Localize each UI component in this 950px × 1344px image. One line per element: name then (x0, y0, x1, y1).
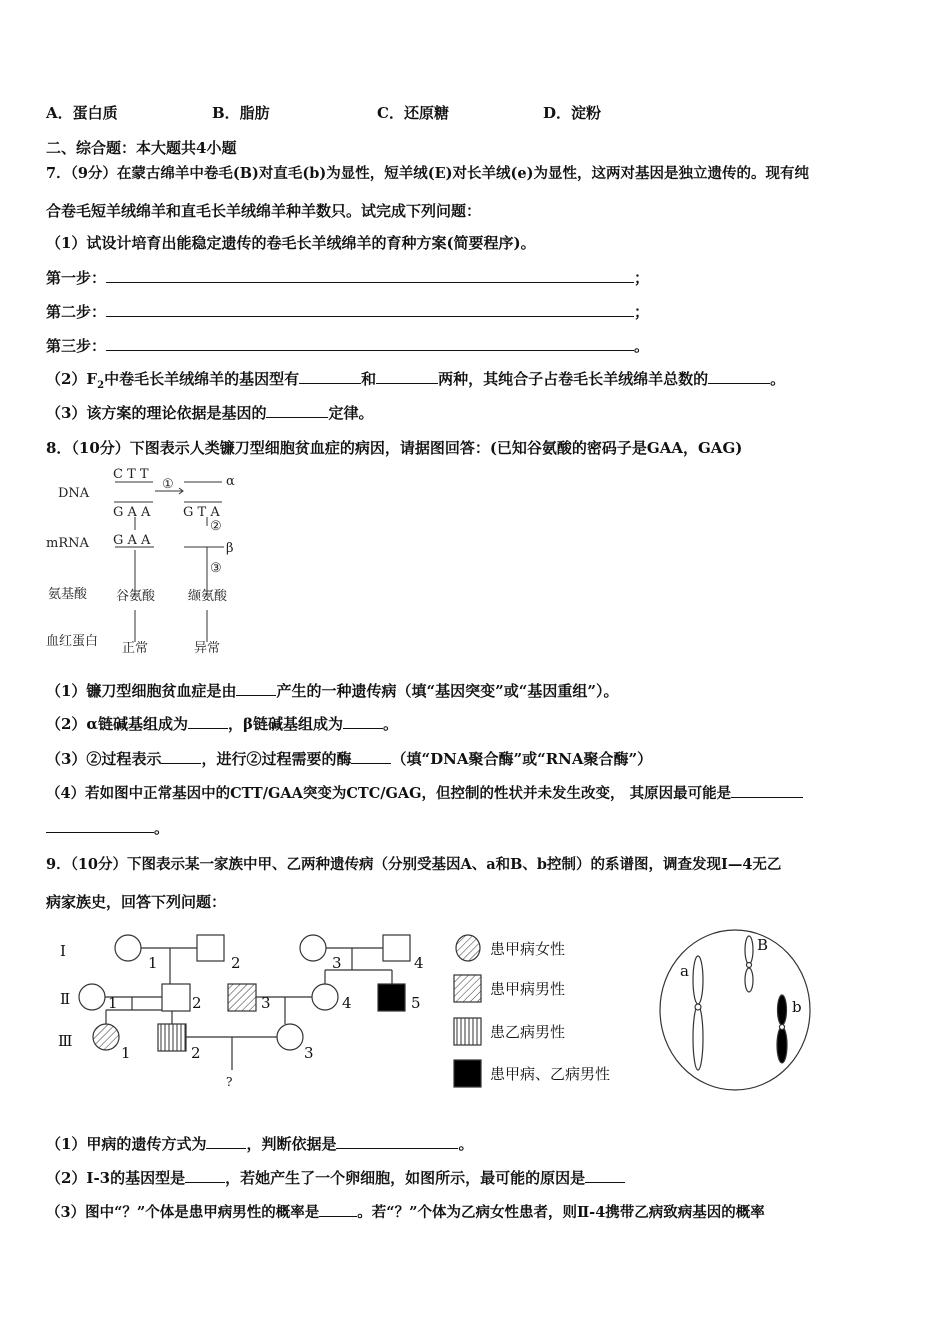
text: 。 (770, 370, 786, 388)
legend-3: 患甲病、乙病男性 (490, 1065, 611, 1083)
punct: ； (634, 303, 650, 321)
chrom-b: b (792, 998, 802, 1016)
text: （3）该方案的理论依据是基因的 (46, 404, 267, 422)
legend-0: 患甲病女性 (490, 940, 566, 958)
glutamate: 谷氨酸 (116, 589, 156, 604)
punct: 。 (634, 337, 650, 355)
beta-label: β (226, 541, 234, 556)
gen-1: Ⅰ (60, 942, 66, 960)
id: 1 (121, 1044, 131, 1062)
label-mrna: mRNA (46, 536, 89, 551)
text: ，判断依据是 (246, 1135, 337, 1153)
label-dna: DNA (58, 486, 90, 501)
text: ，若她产生了一个卵细胞，如图所示，最可能的原因是 (225, 1169, 586, 1187)
blank[interactable] (351, 748, 391, 764)
blank[interactable] (206, 1133, 246, 1149)
step1-mark: ① (162, 477, 174, 492)
q7-part3 (46, 402, 373, 423)
section-heading: 二、综合题：本大题共4小题 (46, 139, 237, 157)
blank[interactable] (161, 748, 201, 764)
text: （4）若如图中正常基因中的CTT/GAA突变为CTC/GAG，但控制的性状并未发生改变， 其原因最可能是 (46, 785, 732, 802)
gen-2: Ⅱ (60, 990, 71, 1008)
q7-stem-2: 合卷毛短羊绒绵羊和直毛长羊绒绵羊种羊数只。试完成下列问题： (46, 202, 482, 220)
step2-label: 第二步： (46, 303, 107, 321)
q7-stem-1: 7．（9分）在蒙古绵羊中卷毛(B)对直毛(b)为显性，短羊绒(E)对长羊绒(e)为显性，这两对基因是独立遗传的。现有纯 (46, 165, 809, 182)
q7-step2 (46, 301, 649, 322)
text: 。 (458, 1135, 474, 1153)
legend-1: 患甲病男性 (490, 980, 566, 998)
q9-part1 (46, 1133, 473, 1154)
text: （2）F (46, 370, 98, 388)
id: 2 (231, 954, 241, 972)
text: （1）甲病的遗传方式为 (46, 1135, 207, 1153)
step1-blank[interactable] (106, 267, 634, 283)
mrna-gaa: G A A (113, 533, 151, 548)
q8-part1 (46, 680, 618, 701)
option-a: A．蛋白质 (46, 104, 118, 122)
id: 3 (261, 994, 271, 1012)
option-c: C．还原糖 (377, 104, 449, 122)
q9-part3 (46, 1201, 765, 1222)
blank[interactable] (185, 1167, 225, 1183)
blank[interactable] (376, 368, 438, 384)
abnormal: 异常 (194, 641, 221, 656)
legend-2: 患乙病男性 (490, 1023, 566, 1041)
chrom-B: B (757, 936, 769, 954)
step3-mark: ③ (210, 561, 222, 576)
label-hemoglobin: 血红蛋白 (46, 634, 99, 649)
text: （3）图中“？”个体是患甲病男性的概率是 (46, 1204, 320, 1221)
alpha-label: α (226, 474, 235, 489)
text: 产生的一种遗传病（填“基因突变”或“基因重组”）。 (276, 682, 619, 700)
valine: 缬氨酸 (188, 589, 228, 604)
step1-label: 第一步： (46, 269, 107, 287)
id: 1 (148, 954, 158, 972)
unknown-child: ? (226, 1075, 233, 1089)
text: 和 (361, 370, 377, 388)
blank[interactable] (236, 680, 276, 696)
blank[interactable] (299, 368, 361, 384)
dna-gta: G T A (183, 505, 220, 520)
q9-stem-1: 9．（10分）下图表示某一家族中甲、乙两种遗传病（分别受基因A、a和B、b控制）的系谱图，调查发现Ⅰ—4无乙 (46, 856, 782, 873)
text: （填“DNA聚合酶”或“RNA聚合酶”） (391, 750, 653, 768)
blank[interactable] (188, 713, 228, 729)
text: 。 (154, 819, 170, 837)
text: ，β链碱基组成为 (227, 715, 343, 733)
subscript: 2 (97, 380, 105, 391)
blank[interactable] (585, 1167, 625, 1183)
id: 2 (192, 994, 202, 1012)
text: 两种，其纯合子占卷毛长羊绒绵羊总数的 (438, 370, 709, 388)
text: 中卷毛长羊绒绵羊的基因型有 (104, 370, 300, 388)
gen-3: Ⅲ (58, 1032, 73, 1050)
q7-step1 (46, 267, 649, 288)
step3-blank[interactable] (106, 335, 634, 351)
blank[interactable] (343, 713, 383, 729)
q9-part2 (46, 1167, 625, 1188)
text: （1）镰刀型细胞贫血症是由 (46, 682, 237, 700)
blank[interactable] (46, 817, 154, 833)
step2-blank[interactable] (106, 301, 634, 317)
q8-part3 (46, 748, 652, 769)
option-d: D．淀粉 (543, 104, 602, 122)
q9-stem-2: 病家族史，回答下列问题： (46, 893, 227, 911)
q8-part2 (46, 713, 398, 734)
blank[interactable] (336, 1133, 458, 1149)
label-amino-acid: 氨基酸 (48, 587, 88, 602)
text: （3）②过程表示 (46, 750, 162, 768)
id: 4 (414, 954, 424, 972)
blank[interactable] (731, 783, 803, 799)
punct: ； (634, 269, 650, 287)
text: ，进行②过程需要的酶 (201, 750, 352, 768)
text: （2）α链碱基组成为 (46, 715, 188, 733)
chrom-a: a (680, 962, 689, 980)
q8-stem: 8．（10分）下图表示人类镰刀型细胞贫血症的病因，请据图回答：(已知谷氨酸的密码子是GAA，GAG) (46, 439, 743, 457)
text: 。 (382, 715, 398, 733)
q7-part2 (46, 368, 785, 391)
q7-part1: （1）试设计培育出能稳定遗传的卷毛长羊绒绵羊的育种方案(简要程序)。 (46, 234, 536, 252)
id: 1 (108, 994, 118, 1012)
step3-label: 第三步： (46, 337, 107, 355)
id: 5 (411, 994, 421, 1012)
blank[interactable] (266, 402, 328, 418)
id: 4 (342, 994, 352, 1012)
dna-ctt: C T T (113, 467, 149, 482)
sickle-cell-diagram (40, 460, 290, 660)
text: 定律。 (328, 404, 374, 422)
id: 3 (304, 1044, 314, 1062)
blank[interactable] (708, 368, 770, 384)
id: 3 (332, 954, 342, 972)
option-b: B．脂肪 (212, 104, 270, 122)
normal: 正常 (122, 641, 149, 656)
blank[interactable] (319, 1202, 357, 1218)
q8-part4 (46, 782, 803, 803)
text: （2）Ⅰ-3的基因型是 (46, 1169, 186, 1187)
dna-gaa: G A A (113, 505, 151, 520)
q8-part4-cont (46, 817, 169, 838)
q7-step3 (46, 335, 649, 356)
step2-mark: ② (210, 519, 222, 534)
text: 。若“？”个体为乙病女性患者，则Ⅱ-4携带乙病致病基因的概率 (357, 1204, 765, 1221)
pedigree-figure (0, 920, 950, 1095)
id: 2 (191, 1044, 201, 1062)
